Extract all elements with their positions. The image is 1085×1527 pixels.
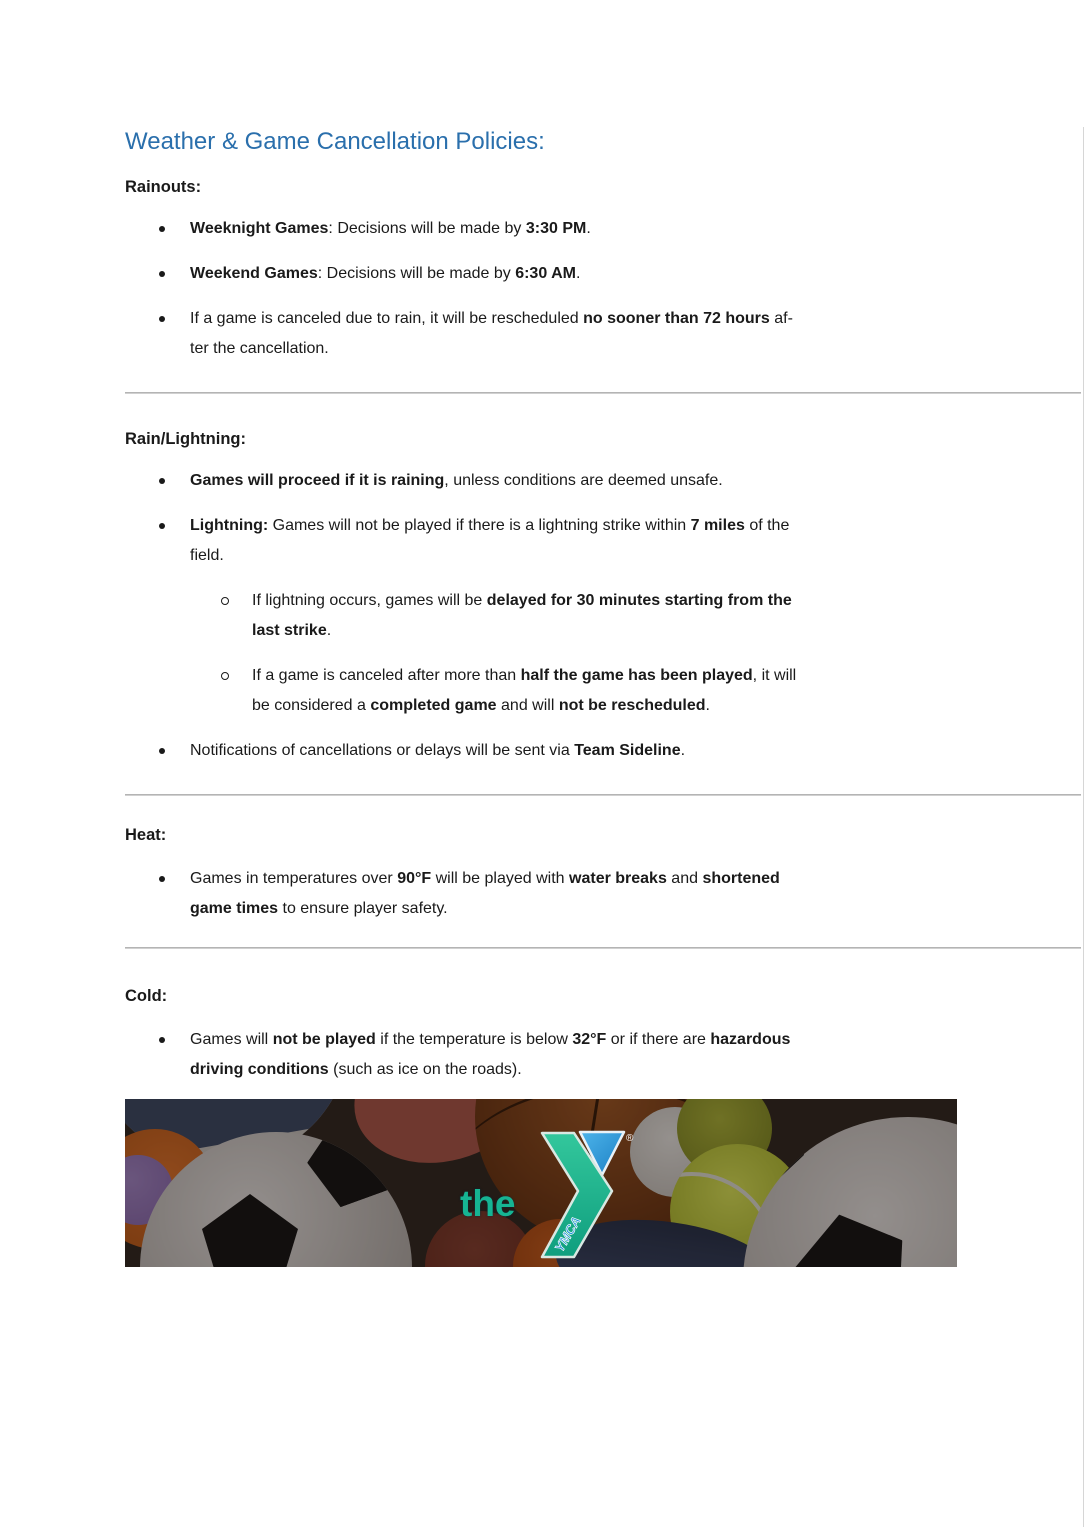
ymca-sports-banner-image — [125, 1099, 957, 1267]
list-item-text — [190, 1025, 790, 1085]
text-run: If a game is canceled after more than — [252, 667, 521, 684]
bullet-icon — [125, 736, 190, 766]
list-item — [125, 864, 1081, 924]
text-run: , unless conditions are deemed unsafe. — [444, 472, 723, 489]
ymca-logo — [460, 1129, 640, 1263]
bullet-icon — [125, 466, 190, 496]
text-line — [190, 511, 789, 541]
text-run: Games in temperatures over — [190, 870, 398, 887]
text-line — [190, 214, 591, 244]
list-item-sub — [125, 661, 1081, 721]
section-heading-rain-lightning: Rain/Lightning: — [125, 430, 246, 448]
text-run: if the temperature is below — [375, 1031, 573, 1048]
text-run: be considered a — [252, 697, 371, 714]
list-item — [125, 304, 1081, 364]
text-run: Weekend Games — [190, 265, 318, 282]
text-run: to ensure player safety. — [278, 900, 448, 917]
text-run: . — [680, 742, 686, 759]
section-divider — [125, 392, 1081, 394]
section-divider — [125, 794, 1081, 796]
ymca-logo-the-text: the — [460, 1183, 516, 1224]
text-run: Games will not be played if there is a lightning strike within — [268, 517, 691, 534]
list-item-text — [190, 466, 723, 496]
text-run: not be played — [272, 1031, 376, 1048]
text-line — [190, 1025, 790, 1055]
text-run: shortened — [702, 870, 780, 887]
text-run: half the game has been played — [520, 667, 753, 684]
text-line — [252, 691, 796, 721]
list-item-text — [190, 864, 780, 924]
text-run: 6:30 AM — [515, 265, 576, 282]
bullet-icon — [125, 1025, 190, 1085]
list-item-sub — [125, 586, 1081, 646]
text-run: no sooner than 72 hours — [583, 310, 770, 327]
text-run: or if there are — [606, 1031, 711, 1048]
text-line — [190, 894, 780, 924]
text-run: Notifications of cancellations or delays will be sent via — [190, 742, 575, 759]
text-run: If lightning occurs, games will be — [252, 592, 487, 609]
text-run: . — [586, 220, 591, 237]
text-run: ter the cancellation. — [190, 340, 329, 357]
text-run: delayed for 30 minutes starting from the — [486, 592, 792, 609]
list-item-text — [190, 304, 793, 364]
text-run: field. — [190, 547, 224, 564]
text-run: 3:30 PM — [525, 220, 587, 237]
text-run: af- — [769, 310, 793, 327]
list-item — [125, 511, 1081, 571]
text-line — [190, 864, 780, 894]
list-item-text — [252, 661, 796, 721]
text-run: Games will — [190, 1031, 273, 1048]
text-line — [190, 334, 793, 364]
list-item-text — [252, 586, 792, 646]
text-run: 32°F — [572, 1031, 607, 1048]
page-right-edge — [1083, 127, 1084, 1527]
text-line — [252, 661, 796, 691]
text-run: water breaks — [569, 870, 667, 887]
text-run: If a game is canceled due to rain, it will be rescheduled — [190, 310, 584, 327]
text-run: completed game — [370, 697, 497, 714]
list-item — [125, 466, 1081, 496]
circle-bullet-icon — [125, 586, 252, 646]
text-run: Games will proceed if it is raining — [190, 472, 445, 489]
text-run: Weeknight Games — [190, 220, 329, 237]
text-run: hazardous — [710, 1031, 791, 1048]
section-heading-cold: Cold: — [125, 987, 168, 1005]
list-item-text — [190, 214, 591, 244]
list-item-text — [190, 736, 685, 766]
list-item — [125, 259, 1081, 289]
list-item-text — [190, 511, 789, 571]
bullet-icon — [125, 304, 190, 364]
text-run: , it will — [752, 667, 797, 684]
text-run: Team Sideline — [574, 742, 681, 759]
text-run: Lightning: — [190, 517, 269, 534]
text-run: . — [326, 622, 332, 639]
text-run: and — [666, 870, 703, 887]
text-run: . — [575, 265, 581, 282]
ymca-logo-ymca-text: YMCA — [551, 1213, 584, 1255]
text-line — [190, 466, 723, 496]
ymca-y-icon — [518, 1129, 640, 1263]
list-item — [125, 214, 1081, 244]
text-line — [252, 586, 792, 616]
section-divider — [125, 947, 1081, 949]
page-title: Weather & Game Cancellation Policies: — [125, 128, 545, 155]
text-run: not be rescheduled — [558, 697, 706, 714]
text-line — [190, 736, 685, 766]
list-item — [125, 1025, 1081, 1085]
text-run: 7 miles — [690, 517, 745, 534]
list-item-text — [190, 259, 580, 289]
text-run: driving conditions — [190, 1061, 329, 1078]
bullet-icon — [125, 214, 190, 244]
text-run: last strike — [252, 622, 327, 639]
section-heading-rainouts: Rainouts: — [125, 178, 202, 196]
text-run: . — [705, 697, 710, 714]
bullet-icon — [125, 259, 190, 289]
text-line — [190, 304, 793, 334]
circle-bullet-icon — [125, 661, 252, 721]
text-run: game times — [190, 900, 279, 917]
text-run: (such as ice on the roads). — [328, 1061, 522, 1078]
bullet-icon — [125, 864, 190, 924]
list-item — [125, 736, 1081, 766]
text-line — [252, 616, 792, 646]
text-run: of the — [744, 517, 790, 534]
text-run: : Decisions will be made by — [328, 220, 526, 237]
text-run: and will — [496, 697, 559, 714]
bullet-icon — [125, 511, 190, 571]
text-run: 90°F — [397, 870, 432, 887]
text-line — [190, 541, 789, 571]
registered-mark: ® — [626, 1133, 634, 1144]
text-run: will be played with — [431, 870, 570, 887]
text-line — [190, 259, 580, 289]
text-run: : Decisions will be made by — [317, 265, 516, 282]
document-page — [125, 127, 1081, 1267]
text-line — [190, 1055, 790, 1085]
section-heading-heat: Heat: — [125, 826, 167, 844]
